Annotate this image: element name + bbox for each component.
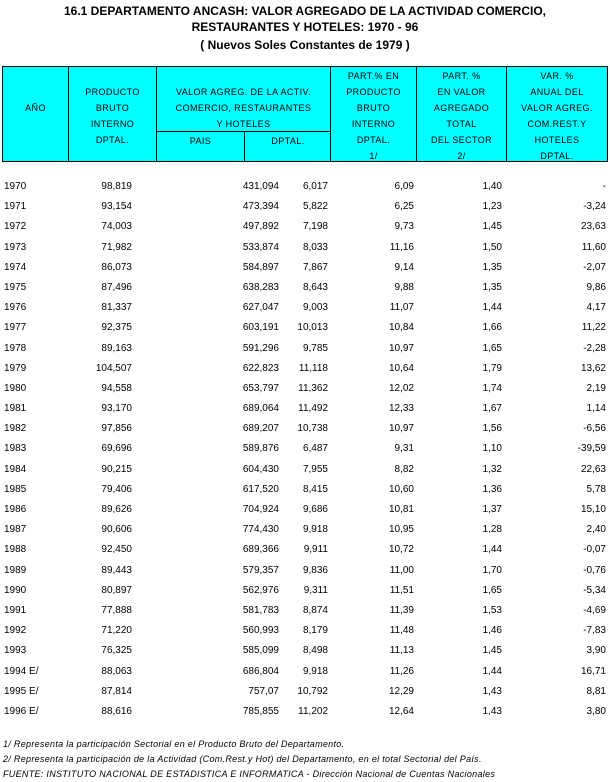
cell-var: 8,81 — [586, 685, 606, 697]
cell-pais: 785,855 — [242, 705, 279, 717]
cell-pais: 497,892 — [242, 221, 279, 233]
header-anio-label: AÑO — [25, 103, 46, 113]
cell-dptal: 11,492 — [298, 403, 328, 415]
cell-pbi: 77,888 — [101, 604, 132, 616]
cell-part-sector: 1,56 — [482, 423, 502, 435]
cell-var: - — [602, 181, 606, 192]
table-title: 16.1 DEPARTAMENTO ANCASH: VALOR AGREGADO DE LA ACTIVIDAD COMERCIO, — [63, 4, 547, 18]
cell-part-pbi: 6,09 — [394, 181, 414, 192]
header-part-pbi-note: 1/ — [369, 151, 378, 161]
cell-pais: 585,099 — [242, 645, 279, 657]
cell-part-pbi: 9,88 — [394, 281, 414, 293]
cell-var: 11,60 — [581, 241, 606, 253]
cell-pbi: 69,696 — [101, 443, 132, 455]
table-row — [0, 504, 610, 524]
cell-part-pbi: 10,72 — [388, 544, 414, 556]
cell-part-sector: 1,43 — [482, 685, 502, 697]
cell-part-sector: 1,66 — [482, 322, 502, 334]
cell-pbi: 76,325 — [101, 645, 132, 657]
cell-dptal: 9,686 — [302, 504, 328, 515]
header-part-pbi — [331, 67, 417, 161]
cell-pbi: 90,606 — [101, 524, 132, 536]
cell-dptal: 10,792 — [297, 685, 328, 697]
table-title-line2: RESTAURANTES Y HOTELES: 1970 - 96 — [191, 20, 419, 34]
cell-pbi: 98,819 — [101, 181, 132, 192]
cell-pais: 689,207 — [242, 423, 279, 435]
footnote-2: 2/ Representa la participación de la Actividad (Com.Rest.y Hot) del Departamento, en el total Sectorial del País. — [3, 754, 482, 764]
cell-part-sector: 1,10 — [482, 443, 502, 455]
cell-part-pbi: 11,51 — [389, 584, 414, 596]
cell-year: 1980 — [4, 382, 27, 394]
cell-part-pbi: 11,07 — [389, 302, 414, 314]
table-row — [0, 262, 610, 282]
cell-year: 1993 — [4, 645, 27, 657]
cell-dptal: 8,179 — [302, 625, 328, 637]
cell-year: 1989 — [4, 564, 27, 576]
cell-year: 1975 — [4, 281, 27, 293]
header-dptal: DPTAL. — [271, 136, 305, 146]
cell-year: 1983 — [4, 443, 27, 455]
cell-var: 23,63 — [580, 221, 606, 233]
cell-part-sector: 1,46 — [482, 625, 502, 637]
cell-part-sector: 1,44 — [482, 665, 502, 677]
cell-part-pbi: 11,39 — [389, 604, 414, 616]
cell-var: 2,40 — [586, 524, 606, 536]
cell-pais: 686,804 — [242, 665, 279, 677]
cell-part-sector: 1,70 — [482, 564, 502, 576]
cell-year: 1976 — [4, 302, 27, 314]
cell-year: 1972 — [4, 221, 27, 233]
cell-part-sector: 1,35 — [482, 281, 502, 293]
table-row — [0, 524, 610, 544]
table-row — [0, 343, 610, 363]
cell-part-sector: 1,45 — [482, 645, 502, 657]
cell-dptal: 9,311 — [303, 584, 328, 596]
cell-pais: 757,07 — [248, 685, 279, 697]
cell-year: 1982 — [4, 423, 27, 435]
table-row — [0, 242, 610, 262]
cell-part-sector: 1,53 — [482, 604, 502, 616]
cell-dptal: 11,202 — [298, 705, 328, 717]
cell-pbi: 80,897 — [101, 584, 132, 596]
cell-dptal: 8,643 — [302, 281, 328, 293]
cell-dptal: 9,911 — [303, 544, 328, 556]
cell-part-pbi: 10,97 — [388, 342, 414, 354]
cell-part-pbi: 12,64 — [388, 705, 414, 717]
cell-pbi: 92,450 — [101, 544, 132, 556]
cell-pbi: 87,814 — [101, 685, 132, 697]
cell-pais: 591,296 — [242, 342, 279, 354]
cell-year: 1987 — [4, 524, 27, 536]
cell-year: 1988 — [4, 544, 27, 556]
cell-var: 4,17 — [586, 302, 606, 314]
header-anio — [3, 67, 69, 161]
cell-dptal: 9,003 — [302, 302, 328, 314]
header-var-l1: VAR. % — [540, 71, 574, 81]
table-row — [0, 625, 610, 645]
header-valor-l3: Y HOTELES — [216, 119, 271, 129]
cell-pais: 617,520 — [242, 483, 279, 495]
cell-var: 13,62 — [580, 362, 606, 374]
cell-dptal: 11,118 — [298, 362, 328, 374]
cell-part-sector: 1,74 — [482, 382, 502, 394]
cell-part-pbi: 10,97 — [388, 423, 414, 435]
table-row — [0, 181, 610, 201]
cell-pais: 533,874 — [242, 241, 279, 253]
header-pbi — [69, 67, 157, 161]
cell-pbi: 89,163 — [101, 342, 132, 354]
table-row — [0, 686, 610, 706]
header-pbi-l1: PRODUCTO — [85, 87, 140, 97]
cell-year: 1991 — [4, 604, 27, 616]
table-row — [0, 666, 610, 686]
cell-var: 1,14 — [586, 403, 606, 415]
cell-dptal: 6,487 — [302, 443, 328, 455]
cell-year: 1971 — [4, 201, 27, 213]
cell-pbi: 88,063 — [101, 665, 132, 677]
cell-pbi: 90,215 — [101, 463, 132, 475]
header-var — [507, 67, 607, 161]
cell-pbi: 97,856 — [101, 423, 132, 435]
cell-pbi: 81,337 — [101, 302, 132, 314]
cell-pbi: 104,507 — [95, 362, 132, 374]
table-row — [0, 383, 610, 403]
cell-pais: 431,094 — [242, 181, 279, 192]
cell-part-sector: 1,44 — [482, 302, 502, 314]
table-row — [0, 645, 610, 665]
table-header — [2, 66, 608, 162]
cell-part-sector: 1,43 — [482, 705, 502, 717]
cell-var: -0,07 — [583, 544, 606, 556]
cell-part-pbi: 10,95 — [388, 524, 414, 536]
cell-var: -7,83 — [583, 625, 606, 637]
cell-pbi: 89,443 — [101, 564, 132, 576]
cell-dptal: 7,867 — [302, 261, 328, 273]
cell-year: 1970 — [4, 181, 27, 192]
header-valor-l1: VALOR AGREG. DE LA ACTIV. — [175, 87, 312, 97]
table-body — [0, 181, 610, 726]
cell-part-pbi: 12,02 — [388, 382, 414, 394]
header-part-sector-note: 2/ — [457, 151, 466, 161]
header-part-pbi-l5: DPTAL. — [356, 135, 391, 145]
cell-pais: 579,357 — [242, 564, 279, 576]
table-row — [0, 403, 610, 423]
cell-part-pbi: 11,00 — [389, 564, 414, 576]
cell-part-sector: 1,28 — [482, 524, 502, 536]
header-var-l3: VALOR AGREG. — [521, 103, 593, 113]
cell-part-pbi: 11,13 — [389, 645, 414, 657]
header-pbi-l3: INTERNO — [90, 119, 135, 129]
cell-var: -0,76 — [583, 564, 606, 576]
cell-part-pbi: 6,25 — [394, 201, 414, 213]
cell-var: 5,78 — [586, 483, 606, 495]
cell-var: 22,63 — [580, 463, 606, 475]
cell-dptal: 8,033 — [302, 241, 328, 253]
cell-year: 1995 E/ — [4, 685, 39, 697]
cell-part-sector: 1,50 — [482, 241, 502, 253]
header-var-l5: HOTELES — [534, 135, 580, 145]
cell-dptal: 5,822 — [302, 201, 328, 213]
cell-pais: 473,394 — [242, 201, 279, 213]
cell-part-sector: 1,67 — [482, 403, 502, 415]
cell-dptal: 9,785 — [302, 342, 328, 354]
header-part-sector — [417, 67, 507, 161]
cell-part-pbi: 9,73 — [394, 221, 414, 233]
table-row — [0, 322, 610, 342]
table-row — [0, 706, 610, 726]
header-part-pbi-l2: PRODUCTO — [346, 87, 401, 97]
cell-pais: 604,430 — [242, 463, 279, 475]
table-row — [0, 544, 610, 564]
cell-part-pbi: 10,64 — [388, 362, 414, 374]
cell-dptal: 9,918 — [302, 665, 328, 677]
cell-pbi: 92,375 — [101, 322, 132, 334]
header-valor-subcols — [157, 131, 330, 162]
cell-year: 1984 — [4, 463, 27, 475]
header-part-sector-l5: DEL SECTOR — [430, 135, 492, 145]
table-row — [0, 565, 610, 585]
cell-pais: 562,976 — [242, 584, 279, 596]
header-var-l2: ANUAL DEL — [530, 87, 584, 97]
header-valor-agregado — [157, 67, 331, 161]
cell-part-pbi: 12,33 — [388, 403, 414, 415]
cell-part-pbi: 9,31 — [394, 443, 414, 455]
cell-pbi: 94,558 — [101, 382, 132, 394]
cell-dptal: 8,498 — [302, 645, 328, 657]
cell-year: 1985 — [4, 483, 27, 495]
cell-pais: 689,366 — [242, 544, 279, 556]
cell-pais: 638,283 — [242, 281, 279, 293]
cell-pais: 589,876 — [242, 443, 279, 455]
cell-part-pbi: 11,26 — [389, 665, 414, 677]
header-part-pbi-l3: BRUTO — [356, 103, 391, 113]
cell-pbi: 71,982 — [101, 241, 132, 253]
cell-part-sector: 1,44 — [482, 544, 502, 556]
header-pbi-l2: BRUTO — [95, 103, 130, 113]
cell-pais: 584,897 — [242, 261, 279, 273]
cell-part-pbi: 10,84 — [388, 322, 414, 334]
cell-dptal: 7,955 — [302, 463, 328, 475]
cell-var: -3,24 — [583, 201, 606, 213]
header-part-sector-l3: AGREGADO — [433, 103, 490, 113]
header-part-sector-l2: EN VALOR — [437, 87, 486, 97]
cell-dptal: 11,362 — [298, 382, 328, 394]
cell-var: 3,90 — [586, 645, 606, 657]
cell-pbi: 87,496 — [101, 281, 132, 293]
cell-part-pbi: 9,14 — [394, 261, 414, 273]
cell-pais: 704,924 — [242, 504, 279, 515]
source-note: FUENTE: INSTITUTO NACIONAL DE ESTADISTICA E INFORMATICA - Dirección Nacional de Cuentas Nacionales — [3, 769, 496, 779]
cell-year: 1978 — [4, 342, 27, 354]
cell-var: 15,10 — [580, 504, 606, 515]
table-row — [0, 605, 610, 625]
footnote-1: 1/ Representa la participación Sectorial en el Producto Bruto del Departamento. — [3, 739, 345, 749]
cell-part-sector: 1,40 — [482, 181, 502, 192]
header-part-pbi-l1: PART.% EN — [347, 71, 400, 81]
cell-var: 9,86 — [586, 281, 606, 293]
header-part-pbi-l4: INTERNO — [351, 119, 396, 129]
cell-year: 1977 — [4, 322, 27, 334]
table-row — [0, 221, 610, 241]
cell-part-sector: 1,32 — [482, 463, 502, 475]
table-units: ( Nuevos Soles Constantes de 1979 ) — [200, 38, 410, 52]
cell-pais: 774,430 — [242, 524, 279, 536]
cell-year: 1992 — [4, 625, 27, 637]
cell-var: -2,28 — [583, 342, 606, 354]
table-row — [0, 585, 610, 605]
cell-dptal: 10,738 — [297, 423, 328, 435]
cell-part-sector: 1,37 — [482, 504, 502, 515]
cell-var: 3,80 — [586, 705, 606, 717]
table-row — [0, 464, 610, 484]
cell-var: -5,34 — [583, 584, 606, 596]
cell-part-sector: 1,36 — [482, 483, 502, 495]
cell-year: 1986 — [4, 504, 27, 515]
cell-dptal: 10,013 — [297, 322, 328, 334]
table-row — [0, 484, 610, 504]
table-row — [0, 282, 610, 302]
cell-year: 1994 E/ — [4, 665, 39, 677]
cell-pbi: 89,626 — [101, 504, 132, 515]
cell-part-pbi: 10,60 — [388, 483, 414, 495]
cell-var: 16,71 — [580, 665, 606, 677]
cell-pbi: 79,406 — [101, 483, 132, 495]
cell-var: -39,59 — [577, 443, 606, 455]
cell-var: -6,56 — [583, 423, 606, 435]
cell-pbi: 86,073 — [101, 261, 132, 273]
header-part-sector-l1: PART. % — [442, 71, 481, 81]
cell-part-pbi: 10,81 — [388, 504, 414, 515]
cell-year: 1973 — [4, 241, 27, 253]
table-row — [0, 443, 610, 463]
header-var-l4: COM.REST.Y — [527, 119, 587, 129]
cell-part-sector: 1,65 — [482, 342, 502, 354]
cell-year: 1996 E/ — [4, 705, 39, 717]
cell-pbi: 74,003 — [101, 221, 132, 233]
table-row — [0, 423, 610, 443]
cell-var: 2,19 — [586, 382, 606, 394]
cell-pais: 622,823 — [242, 362, 279, 374]
cell-pbi: 71,220 — [101, 625, 132, 637]
cell-part-pbi: 8,82 — [394, 463, 414, 475]
cell-pais: 560,993 — [242, 625, 279, 637]
cell-pbi: 93,170 — [101, 403, 132, 415]
cell-dptal: 7,198 — [302, 221, 328, 233]
cell-pais: 627,047 — [242, 302, 279, 314]
cell-pbi: 93,154 — [101, 201, 132, 213]
header-pais: PAIS — [157, 132, 245, 162]
table-row — [0, 302, 610, 322]
cell-year: 1981 — [4, 403, 27, 415]
cell-pais: 689,064 — [242, 403, 279, 415]
cell-var: 11,22 — [581, 322, 606, 334]
cell-pais: 581,783 — [242, 604, 279, 616]
cell-dptal: 8,415 — [302, 483, 328, 495]
cell-pbi: 88,616 — [101, 705, 132, 717]
cell-year: 1990 — [4, 584, 27, 596]
cell-part-pbi: 12,29 — [388, 685, 414, 697]
cell-part-sector: 1,65 — [482, 584, 502, 596]
cell-dptal: 6,017 — [302, 181, 328, 192]
header-var-l6: DPTAL. — [540, 151, 574, 161]
table-row — [0, 201, 610, 221]
cell-year: 1974 — [4, 261, 27, 273]
cell-dptal: 8,874 — [302, 604, 328, 616]
cell-part-sector: 1,35 — [482, 261, 502, 273]
cell-part-pbi: 11,16 — [389, 241, 414, 253]
cell-part-pbi: 11,48 — [389, 625, 414, 637]
header-pbi-l4: DPTAL. — [95, 135, 130, 145]
cell-var: -4,69 — [583, 604, 606, 616]
cell-part-sector: 1,79 — [482, 362, 502, 374]
header-valor-l2: COMERCIO, RESTAURANTES — [175, 103, 312, 113]
cell-year: 1979 — [4, 362, 27, 374]
header-part-sector-l4: TOTAL — [446, 119, 477, 129]
cell-part-sector: 1,45 — [482, 221, 502, 233]
cell-dptal: 9,918 — [302, 524, 328, 536]
cell-part-sector: 1,23 — [482, 201, 502, 213]
cell-pais: 653,797 — [242, 382, 279, 394]
cell-pais: 603,191 — [242, 322, 279, 334]
cell-dptal: 9,836 — [302, 564, 328, 576]
cell-var: -2,07 — [583, 261, 606, 273]
table-row — [0, 363, 610, 383]
